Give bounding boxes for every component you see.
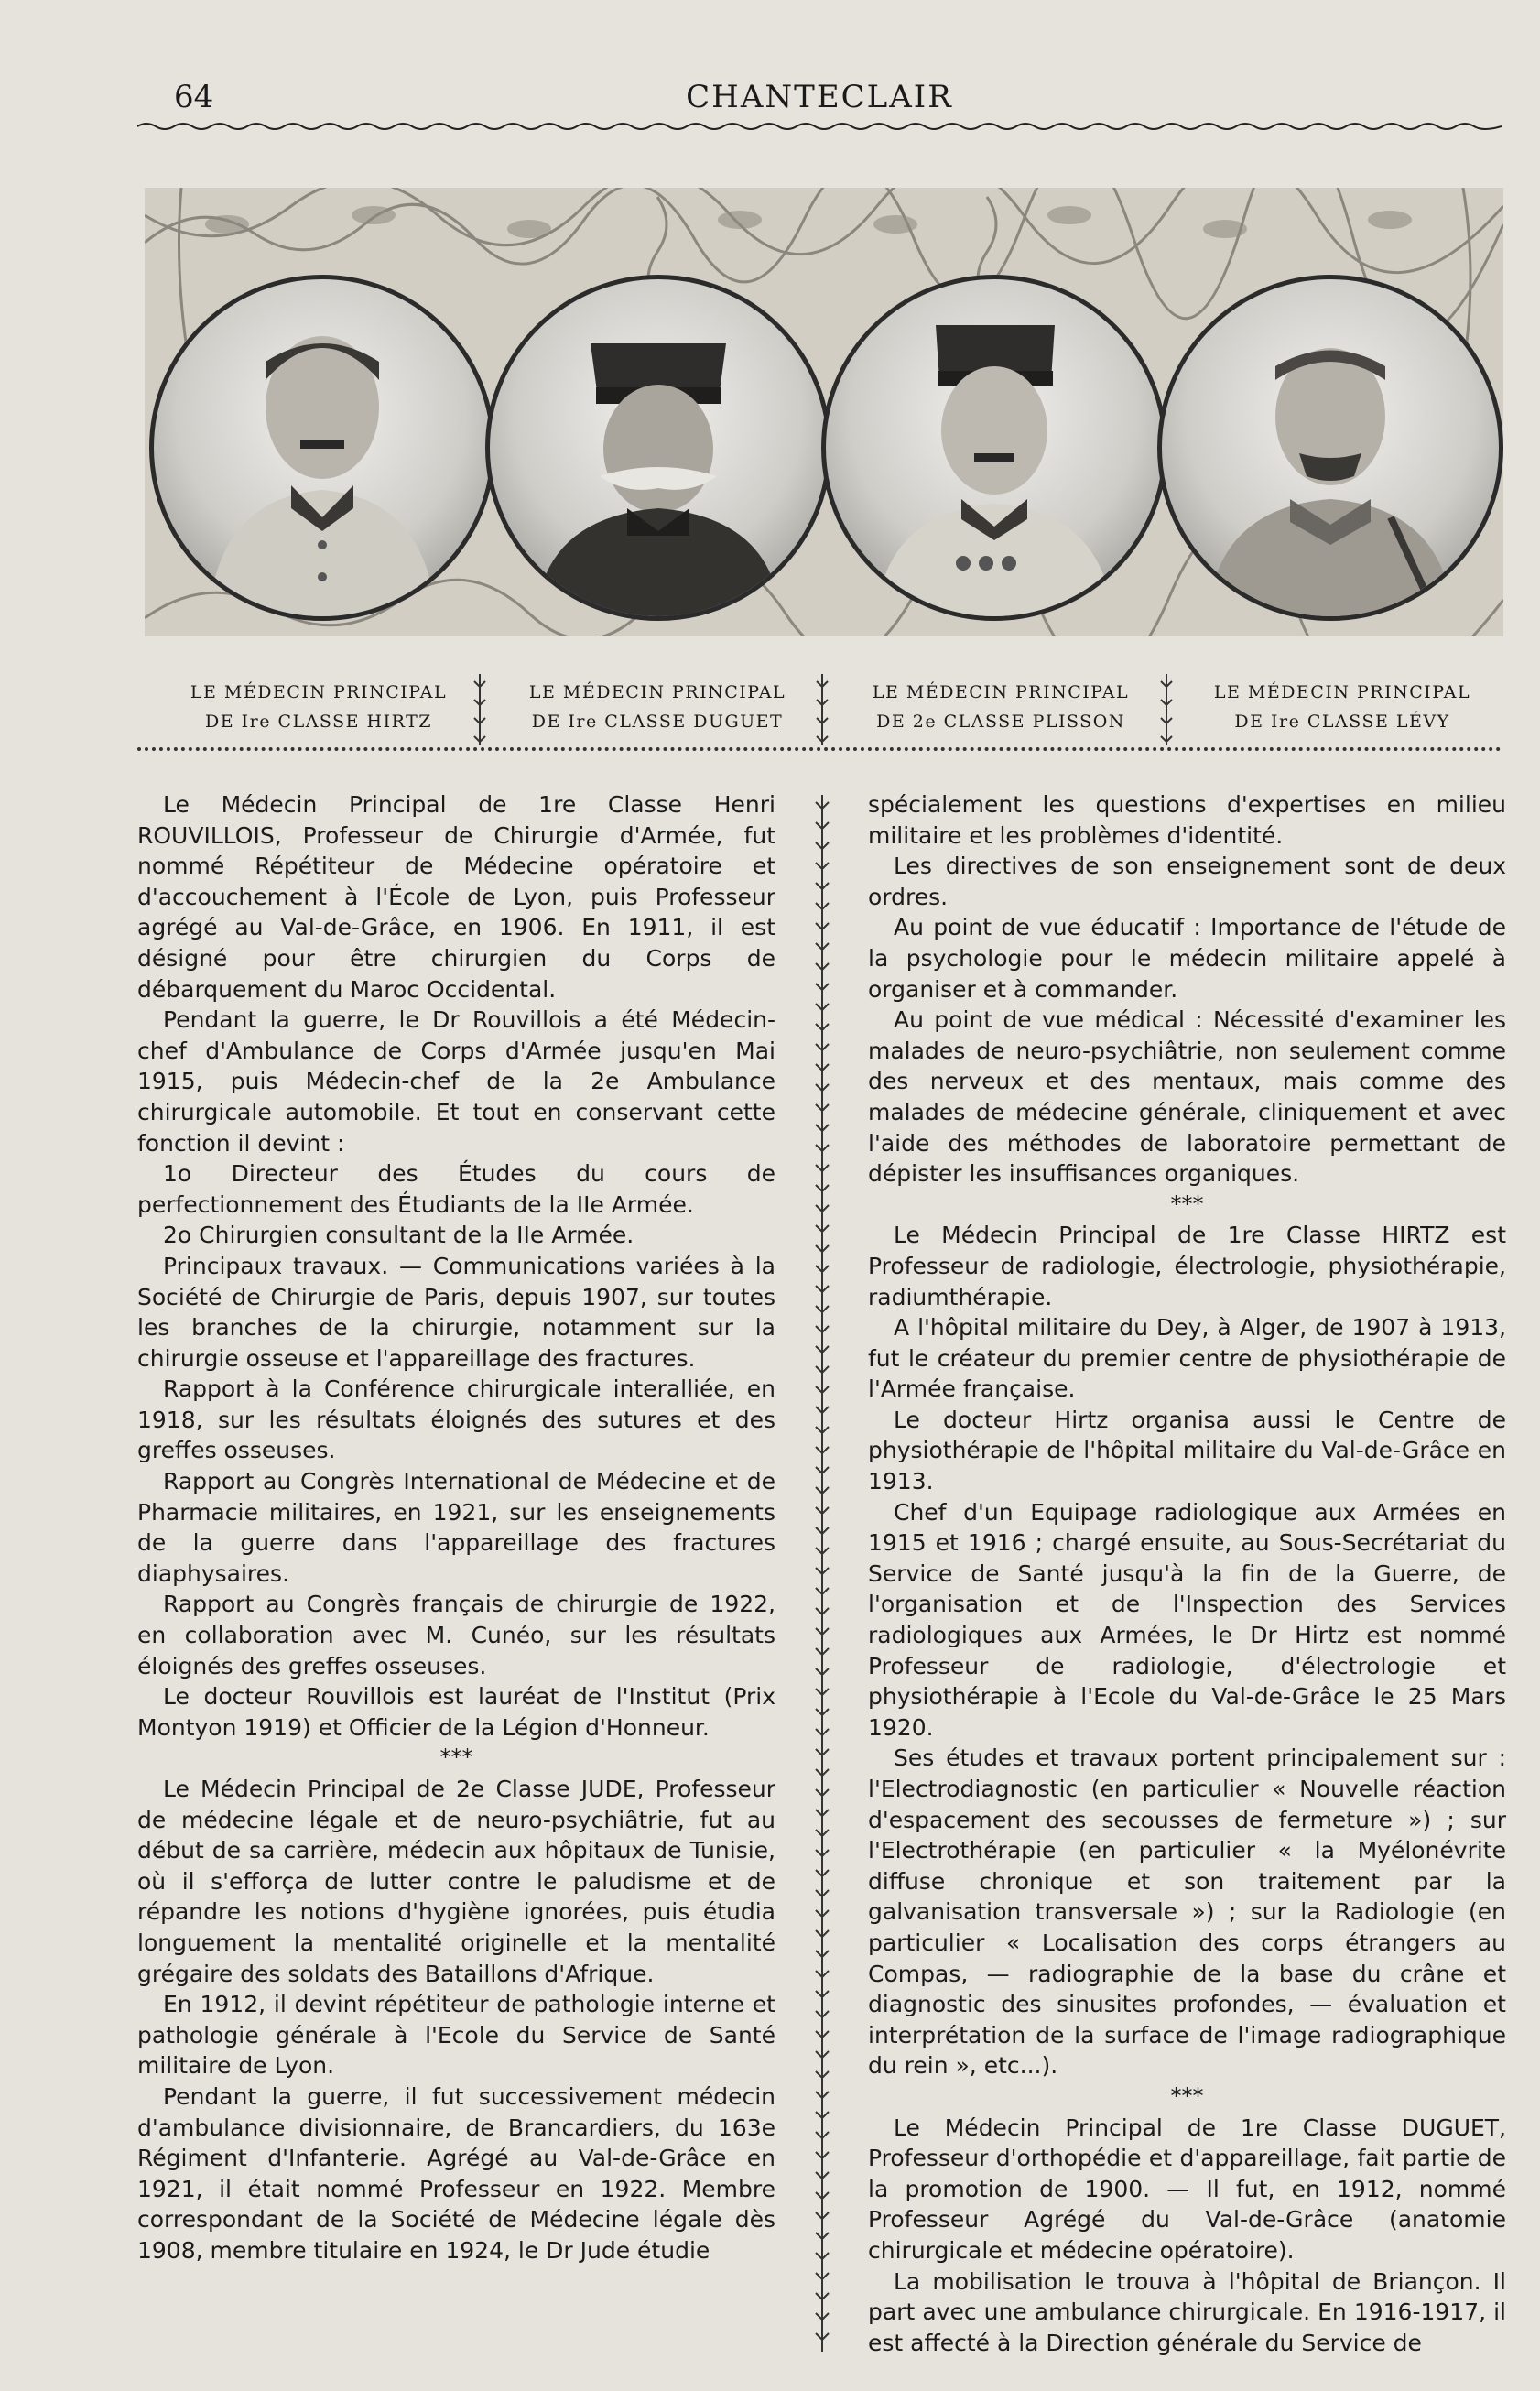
portrait-levy (1157, 275, 1503, 621)
caption-separator (1159, 672, 1174, 747)
caption-line: LE MÉDECIN PRINCIPAL (528, 682, 786, 702)
section-asterism: *** (1170, 1190, 1204, 1217)
paragraph: Les directives de son enseignement sont de deux ordres. (868, 853, 1506, 910)
paragraph: Le docteur Rouvillois est lauréat de l'Institut (Prix Montyon 1919) et Officier de la Légion d'Honneur. (137, 1683, 775, 1741)
caption-line: DE Ire CLASSE HIRTZ (205, 712, 432, 732)
right-column (868, 789, 1506, 2358)
caption-separator (472, 672, 487, 747)
caption-line: DE 2e CLASSE PLISSON (876, 712, 1125, 732)
paragraph: Pendant la guerre, il fut successivement médecin d'ambulance divisionnaire, de Brancardiers, du 163e Régiment d'Infanterie. Agrégé au Val-de-Grâce en 1921, il était nommé Professeur en 1922. Membre correspondant de la Société de Médecine légale dès 1908, membre titulaire en 1924, le Dr Jude étudie (137, 2082, 775, 2264)
caption-line: DE Ire CLASSE LÉVY (1234, 712, 1450, 732)
page-header (137, 75, 1502, 139)
magazine-title: CHANTECLAIR (686, 79, 953, 115)
caption-line: LE MÉDECIN PRINCIPAL (872, 682, 1130, 702)
column-divider-ornament (813, 795, 831, 2352)
section-asterism: *** (439, 1744, 473, 1771)
paragraph: Rapport au Congrès français de chirurgie de 1922, en collaboration avec M. Cunéo, sur les résultats éloignés des greffes osseuses. (137, 1591, 775, 1679)
paragraph-educational-view: Au point de vue éducatif : Importance de l'étude de la psychologie pour le médecin militaire appelé à organiser et à commander. (868, 914, 1506, 1003)
portrait-hirtz (149, 275, 495, 621)
caption-line: LE MÉDECIN PRINCIPAL (190, 682, 448, 702)
caption-levy (1187, 678, 1498, 736)
caption-line: DE Ire CLASSE DUGUET (531, 712, 784, 732)
paragraph: Le docteur Hirtz organisa aussi le Centre de physiothérapie de l'hôpital militaire du Val-de-Grâce en 1913. (868, 1406, 1506, 1495)
paragraph: Ses études et travaux portent principalement sur : l'Electrodiagnostic (en particulier « Nouvelle réaction d'espacement des secousses de fermeture ») ; sur l'Electrothérapie (en particulier « la Myélonévrite diffuse chronique et son traitement par la galvanisation transversale ») ; sur la Radiologie (en particulier « Localisation des corps étrangers au Compas, — radiographie de la base du crâne et diagnostic des sinusites profondes, — évaluation et interprétation de la surface de l'image radiographique du rein », etc...). (868, 1744, 1506, 2080)
page-number: 64 (174, 79, 214, 115)
caption-plisson (845, 678, 1156, 736)
portrait-plisson (821, 275, 1167, 621)
caption-separator (815, 672, 830, 747)
paragraph: En 1912, il devint répétiteur de pathologie interne et pathologie générale à l'Ecole du Service de Santé militaire de Lyon. (137, 1991, 775, 2080)
paragraph: A l'hôpital militaire du Dey, à Alger, de 1907 à 1913, fut le créateur du premier centre de physiothérapie de l'Armée française. (868, 1314, 1506, 1403)
paragraph-hirtz-intro: Le Médecin Principal de 1re Classe HIRTZ est Professeur de radiologie, électrologie, physiothérapie, radiumthérapie. (868, 1222, 1506, 1310)
paragraph-rouvillois-intro: Le Médecin Principal de 1re Classe Henri ROUVILLOIS, Professeur de Chirurgie d'Armée, fut nommé Répétiteur de Médecine opératoire et d'accouchement à l'École de Lyon, puis Professeur agrégé au Val-de-Grâce, en 1906. En 1911, il est désigné pour être chirurgien du Corps de débarquement du Maroc Occidental. (137, 791, 775, 1003)
portrait-band (145, 188, 1503, 636)
paragraph: Chef d'un Equipage radiologique aux Armées en 1915 et 1916 ; chargé ensuite, au Sous-Secrétariat du Service de Santé jusqu'à la fin de la Guerre, de l'organisation et de l'Inspection des Services radiologiques aux Armées, le Dr Hirtz est nommé Professeur de radiologie, d'électrologie et physiothérapie à l'Ecole du Val-de-Grâce le 25 Mars 1920. (868, 1498, 1506, 1741)
paragraph: Pendant la guerre, le Dr Rouvillois a été Médecin-chef d'Ambulance de Corps d'Armée jusqu'en Mai 1915, puis Médecin-chef de la 2e Ambulance chirurgicale automobile. Et tout en conservant cette fonction il devint : (137, 1006, 775, 1157)
caption-duguet (502, 678, 813, 736)
caption-hirtz (163, 678, 474, 736)
paragraph: Rapport au Congrès International de Médecine et de Pharmacie militaires, en 1921, sur les enseignements de la guerre dans l'appareillage des fractures diaphysaires. (137, 1468, 775, 1587)
portrait-captions (145, 668, 1503, 742)
paragraph: La mobilisation le trouva à l'hôpital de Briançon. Il part avec une ambulance chirurgicale. En 1916-1917, il est affecté à la Direction générale du Service de (868, 2267, 1506, 2356)
portrait-duguet (485, 275, 831, 621)
dotted-separator-rule (137, 747, 1502, 751)
paragraph: 2o Chirurgien consultant de la IIe Armée. (163, 1222, 634, 1249)
paragraph-continued: spécialement les questions d'expertises en milieu militaire et les problèmes d'identité. (868, 791, 1506, 849)
left-column (137, 789, 775, 2266)
paragraph: 1o Directeur des Études du cours de perfectionnement des Étudiants de la IIe Armée. (137, 1160, 775, 1218)
section-asterism: *** (1170, 2082, 1204, 2109)
paragraph-medical-view: Au point de vue médical : Nécessité d'examiner les malades de neuro-psychiâtrie, non seulement comme des nerveux et des mentaux, mais comme des malades de médecine générale, cliniquement et avec l'aide des méthodes de laboratoire permettant de dépister les insuffisances organiques. (868, 1006, 1506, 1188)
paragraph-jude-intro: Le Médecin Principal de 2e Classe JUDE, Professeur de médecine légale et de neuro-psychiâtrie, fut au début de sa carrière, médecin aux hôpitaux de Tunisie, où il s'efforça de lutter contre le paludisme et de répandre les notions d'hygiène ignorées, puis étudia longuement la mentalité originelle et la mentalité grégaire des soldats des Bataillons d'Afrique. (137, 1776, 775, 1987)
header-ornament-rule (137, 121, 1502, 132)
paragraph-duguet-intro: Le Médecin Principal de 1re Classe DUGUET, Professeur d'orthopédie et d'appareillage, fait partie de la promotion de 1900. — Il fut, en 1912, nommé Professeur Agrégé du Val-de-Grâce (anatomie chirurgicale et médecine opératoire). (868, 2114, 1506, 2264)
paragraph-principal-works: Principaux travaux. — Communications variées à la Société de Chirurgie de Paris, depuis 1907, sur toutes les branches de la chirurgie, notamment sur la chirurgie osseuse et l'appareillage des fractures. (137, 1252, 775, 1372)
caption-line: LE MÉDECIN PRINCIPAL (1213, 682, 1471, 702)
paragraph: Rapport à la Conférence chirurgicale interalliée, en 1918, sur les résultats éloignés des sutures et des greffes osseuses. (137, 1375, 775, 1464)
